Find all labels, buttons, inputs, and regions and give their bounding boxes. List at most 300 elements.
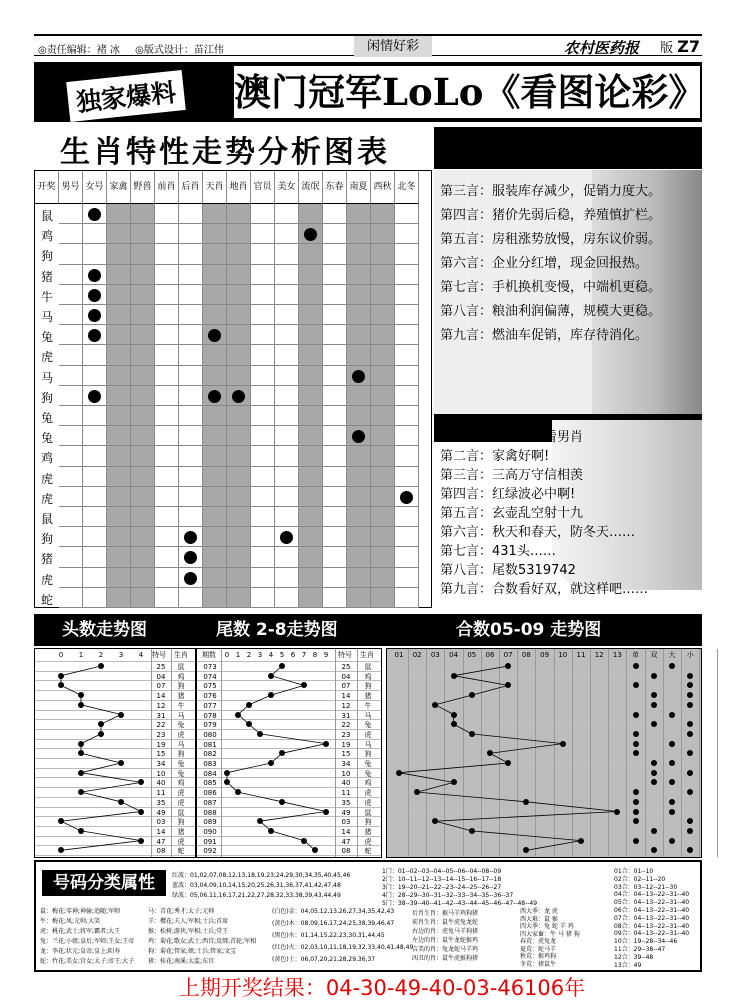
table-cell [251,325,275,345]
column-header: 11 [576,651,586,659]
table-cell [299,446,323,466]
table-cell [227,406,251,426]
table-cell [323,366,347,386]
table-cell [323,325,347,345]
special-number: 22 [156,721,166,730]
table-cell [371,386,395,406]
special-number: 25 [341,663,351,671]
period-number: 090 [203,827,217,836]
row-label: 兔 [40,411,53,425]
zodiac-animal: 鸡 [177,779,185,788]
lower-prediction-line: 第八言：尾数5319742 [440,563,576,578]
lower-prediction-line: 第七言：431头…… [440,544,556,559]
trend-dot [118,760,124,766]
column-header: 生肖 [174,651,188,659]
column-header: 9 [323,651,329,659]
table-cell [83,244,107,264]
sum-group-line: 04合：04--13--22--31--40 [614,891,690,899]
lower-prediction-line: 第三言：三高万守信相羡 [440,468,584,483]
table-cell [299,568,323,588]
table-cell [371,487,395,507]
row-label: 马 [40,370,53,385]
period-number: 075 [203,682,217,691]
table-cell [299,426,323,446]
row-label: 猪 [40,269,53,284]
trend-dot [78,828,84,834]
head-trend-panel [34,648,196,858]
page-no: Z7 [677,37,700,56]
marker-dot [88,309,101,322]
period-number: 091 [203,837,217,846]
period-number: 089 [203,818,217,827]
table-cell [131,366,155,386]
period-number: 074 [203,672,217,681]
table-cell [131,325,155,345]
zodiac-animal: 虎 [364,837,372,846]
table-cell [347,507,371,527]
table-cell [131,467,155,487]
table-cell [107,204,131,224]
table-cell [227,224,251,244]
table-cell [371,366,395,386]
table-cell [83,527,107,547]
table-cell [83,547,107,567]
zodiac-animal: 牛 [177,701,185,710]
section-head-trend: 头数走势图 [62,620,147,640]
trend-dot [268,760,274,766]
table-cell [83,487,107,507]
table-cell [179,507,203,527]
grid-divider [717,649,718,857]
door-line: 2门：10--11--12--13--14--15--16--17--18 [382,876,502,883]
marker-dot [400,491,413,504]
period-number: 079 [203,721,217,730]
table-cell [251,467,275,487]
table-cell [227,527,251,547]
table-cell [347,406,371,426]
zodiac-animal: 牛 [364,701,372,710]
special-number: 07 [341,682,351,691]
element-line: (红色)火：02,03,10,11,18,19,32,33,40,41,48,49 [272,944,414,951]
table-cell [395,244,419,264]
table-cell [299,345,323,365]
table-cell [227,568,251,588]
parity-dot [669,809,675,815]
trend-dot [138,838,144,844]
column-header: 特号 [338,651,352,659]
table-cell [131,285,155,305]
column-header: 10 [558,651,568,659]
table-cell [59,568,83,588]
special-number: 08 [341,847,351,856]
period-number: 082 [203,750,217,759]
special-number: 03 [156,818,166,827]
table-cell [203,547,227,567]
column-header: 02 [412,651,422,659]
column-header: 08 [521,651,531,659]
door-line: 1门：01--02--03--04--05--06--04--08--09 [382,868,502,875]
table-cell [227,467,251,487]
special-number: 31 [341,711,351,720]
table-cell [107,446,131,466]
table-cell [347,386,371,406]
title-banner [34,62,706,122]
table-cell [203,406,227,426]
table-cell [203,366,227,386]
table-header: 南夏 [347,171,371,204]
special-number: 22 [341,721,351,730]
zodiac-group-line: 右边的肖：虎兔马羊狗猪 [412,928,479,935]
table-cell [275,285,299,305]
table-cell [323,487,347,507]
column-header: 特号 [152,651,166,659]
zodiac-group-line: 左边的肖：鼠牛龙蛇猴鸡 [412,937,479,944]
parity-dot [633,712,639,718]
sum-group-line: 13合：49 [614,961,642,969]
zodiac-trait-line: 马：青花;秀才;太子;元帅 [148,908,215,915]
sum-group-line: 09合：04--13--22--31--40 [614,930,690,938]
zodiac-animal: 猪 [364,827,372,836]
table-cell [59,507,83,527]
table-cell [203,265,227,285]
zodiac-season-line: 西大季：龙 虎 [520,908,558,915]
table-cell [131,568,155,588]
zodiac-season-line: 秋荒：猴鸡狗 [520,953,557,960]
trend-dot [301,838,307,844]
designer-credit: ◎版式设计：苗江伟 [135,45,224,56]
table-cell [251,204,275,224]
table-cell [179,345,203,365]
table-cell [371,446,395,466]
table-cell [131,547,155,567]
table-cell [299,204,323,224]
special-number: 31 [156,711,166,720]
table-cell [299,487,323,507]
zodiac-animal: 狗 [177,818,185,827]
table-cell [131,406,155,426]
zodiac-group-line: 吉美的肖：兔龙蛇马羊鸡 [412,946,479,953]
zodiac-animal: 鸡 [364,672,372,681]
table-cell [83,345,107,365]
column-header: 4 [138,651,144,659]
classification-tag: 号码分类属性 [42,870,166,896]
table-cell [203,487,227,507]
table-cell [59,487,83,507]
marker-dot [88,289,101,302]
table-header: 美女 [275,171,299,204]
section-sum-trend: 合数05-09 走势图 [456,620,602,640]
door-line: 4门：28--29--30--31--32--33--34--35--36--37 [382,892,514,899]
marker-dot [88,208,101,221]
table-cell [107,467,131,487]
trend-dot [268,673,274,679]
table-header: 北冬 [395,171,419,204]
parity-dot [651,770,657,776]
page-header [34,34,702,56]
table-cell [227,345,251,365]
table-cell [203,204,227,224]
table-cell [275,487,299,507]
zodiac-trait-line: 牛：梅花;凤;元帅;大笑 [40,918,101,925]
table-cell [179,265,203,285]
column-header: 03 [430,651,440,659]
table-cell [347,487,371,507]
special-number: 47 [156,837,166,846]
trend-dot [560,741,566,747]
table-cell [371,265,395,285]
table-cell [395,345,419,365]
table-cell [155,487,179,507]
table-cell [83,406,107,426]
zodiac-animal: 蛇 [364,847,372,856]
table-cell [395,265,419,285]
table-cell [347,244,371,264]
zodiac-trait-line: 虎：桃花;武士;将军;霸者;大王 [40,928,121,935]
zodiac-animal: 兔 [177,760,185,768]
column-header: 期数 [202,651,216,659]
trend-dot [396,770,402,776]
special-number: 14 [156,692,166,701]
trend-dot [279,799,285,805]
table-cell [395,204,419,224]
table-cell [155,345,179,365]
special-number: 23 [341,730,351,739]
parity-dot [633,818,639,824]
zodiac-trait-line: 羊：樱花;夫人;军相;士兵;首席 [148,918,229,925]
table-cell [251,527,275,547]
table-cell [83,467,107,487]
element-line: (黑色)水：01,14,15,22,23,30,31,44,45 [272,932,385,939]
special-number: 14 [341,692,351,701]
tail-trend-lines [197,649,383,859]
column-header: 0 [58,651,64,659]
table-header: 天肖 [203,171,227,204]
table-cell [131,386,155,406]
marker-dot [88,390,101,403]
table-cell [131,446,155,466]
table-cell [227,426,251,446]
table-cell [131,265,155,285]
parity-dot [687,702,693,708]
trend-dot [578,838,584,844]
table-cell [251,406,275,426]
sum-group-line: 05合：04--13--22--31--40 [614,899,690,907]
table-cell [275,406,299,426]
table-cell [395,305,419,325]
table-cell [227,446,251,466]
sum-group-line: 08合：04--13--22--31--40 [614,922,690,930]
column-header: 13 [612,651,622,659]
lower-prediction-line: 第四言：红绿波必中啊! [440,487,576,502]
period-number: 084 [203,769,217,778]
parity-dot [633,809,639,815]
table-cell [203,467,227,487]
zodiac-animal: 兔 [177,721,185,730]
table-cell [347,527,371,547]
table-cell [395,527,419,547]
table-cell [179,204,203,224]
parity-dot [669,663,675,669]
special-number: 14 [341,827,351,836]
upper-prediction-line: 第九言：燃油车促销，库存待消化。 [440,328,649,343]
trend-dot [98,663,104,669]
period-number: 081 [203,740,217,749]
table-cell [323,345,347,365]
door-line: 3门：19--20--21--22--23--24--25--26--27 [382,884,502,891]
zodiac-animal: 虎 [364,730,372,739]
row-label: 猪 [40,552,53,567]
parity-dot [633,750,639,756]
table-cell [371,507,395,527]
table-cell [347,224,371,244]
table-cell [323,426,347,446]
special-number: 12 [341,701,351,710]
column-header: 01 [394,651,404,659]
table-cell [59,285,83,305]
period-number: 088 [203,808,217,817]
column-header: 小 [686,651,694,659]
zodiac-animal: 虎 [177,789,185,798]
table-cell [59,325,83,345]
table-cell [59,366,83,386]
table-cell [275,224,299,244]
table-cell [83,426,107,446]
parity-dot [669,741,675,747]
zodiac-animal: 鼠 [364,808,372,817]
table-cell [347,547,371,567]
row-label: 兔 [40,431,53,446]
special-number: 03 [341,818,351,827]
zodiac-group-line: 凶丑的肖：鼠牛虎猴狗猪 [412,955,479,962]
table-cell [155,467,179,487]
table-cell [107,507,131,527]
table-cell [179,325,203,345]
zodiac-animal: 兔 [364,769,372,778]
table-cell [251,366,275,386]
zodiac-group-line: 后肖生肖：猴马羊鸡狗猪 [412,910,479,917]
zodiac-season-line: 春荒：虎兔龙 [520,938,557,945]
marker-dot [208,390,221,403]
table-cell [275,507,299,527]
parity-dot [687,673,693,679]
parity-dot [651,673,657,679]
table-cell [131,244,155,264]
table-cell [155,426,179,446]
table-cell [203,244,227,264]
table-cell [107,386,131,406]
table-cell [203,507,227,527]
table-header: 野兽 [131,171,155,204]
table-cell [251,265,275,285]
zodiac-season-line: 冬荒：猪鼠牛 [520,960,557,968]
table-cell [251,487,275,507]
table-cell [347,446,371,466]
table-cell [155,527,179,547]
zodiac-group-line: 前肖生肖：鼠牛虎兔龙蛇 [412,919,479,926]
table-cell [131,588,155,608]
table-cell [107,547,131,567]
table-cell [323,305,347,325]
table-cell [227,265,251,285]
last-draw-result: 上期开奖结果：04-30-49-40-03-46106年 [178,976,586,1000]
table-cell [275,305,299,325]
parity-dot [669,799,675,805]
table-cell [251,305,275,325]
table-cell [107,588,131,608]
parity-dot [651,721,657,727]
table-cell [59,406,83,426]
table-cell [155,446,179,466]
table-cell [227,204,251,224]
table-cell [227,487,251,507]
trend-dot [98,731,104,737]
table-cell [275,265,299,285]
row-label: 蛇 [40,592,53,607]
trend-dot [451,721,457,727]
row-label: 虎 [40,350,53,365]
trend-dot [323,809,329,815]
table-cell [107,224,131,244]
table-cell [203,446,227,466]
special-number: 34 [341,760,351,768]
zodiac-animal: 鸡 [177,672,185,681]
table-cell [227,325,251,345]
zodiac-trait-line: 兔：兰花;小姐;皇后;军师;王女;王帝 [40,938,135,945]
table-cell [275,204,299,224]
marker-dot [88,269,101,282]
table-cell [323,265,347,285]
credits [38,41,236,56]
table-cell [155,547,179,567]
banner-title: 澳门冠军LoLo《看图论彩》 [234,66,700,118]
table-cell [275,386,299,406]
page-number [660,37,700,56]
table-cell [395,224,419,244]
parity-dot [633,789,639,795]
table-cell [59,588,83,608]
sum-group-line: 03合：03--12--21--30 [614,883,678,891]
trend-dot [257,731,263,737]
sum-group-line: 10合：19--28--34--46 [614,938,678,946]
column-header: 3 [118,651,124,659]
parity-dot [651,760,657,766]
table-cell [323,507,347,527]
table-cell [275,547,299,567]
table-cell [275,467,299,487]
table-cell [107,406,131,426]
column-header: 3 [257,651,263,659]
table-cell [299,467,323,487]
door-line: 5门：38--39--40--41--42--43--44--45--46--47--48--49 [382,900,538,907]
column-header: 7 [301,651,307,659]
table-header: 女号 [83,171,107,204]
table-cell [155,325,179,345]
lower-prediction-line: 第一言：本期特肖看男肖 [440,430,584,445]
table-cell [131,345,155,365]
table-cell [83,224,107,244]
zodiac-animal: 狗 [364,682,372,691]
special-number: 15 [341,750,351,759]
row-label: 虎 [40,491,53,506]
table-cell [179,244,203,264]
column-header: 0 [224,651,230,659]
table-cell [299,325,323,345]
zodiac-season-line: 西大难：鼠 猴 [520,915,558,923]
element-line: (白色)金：04,05,12,13,26,27,34,35,42,43 [272,908,395,915]
period-number: 077 [203,701,217,710]
table-cell [155,386,179,406]
period-number: 083 [203,760,217,768]
